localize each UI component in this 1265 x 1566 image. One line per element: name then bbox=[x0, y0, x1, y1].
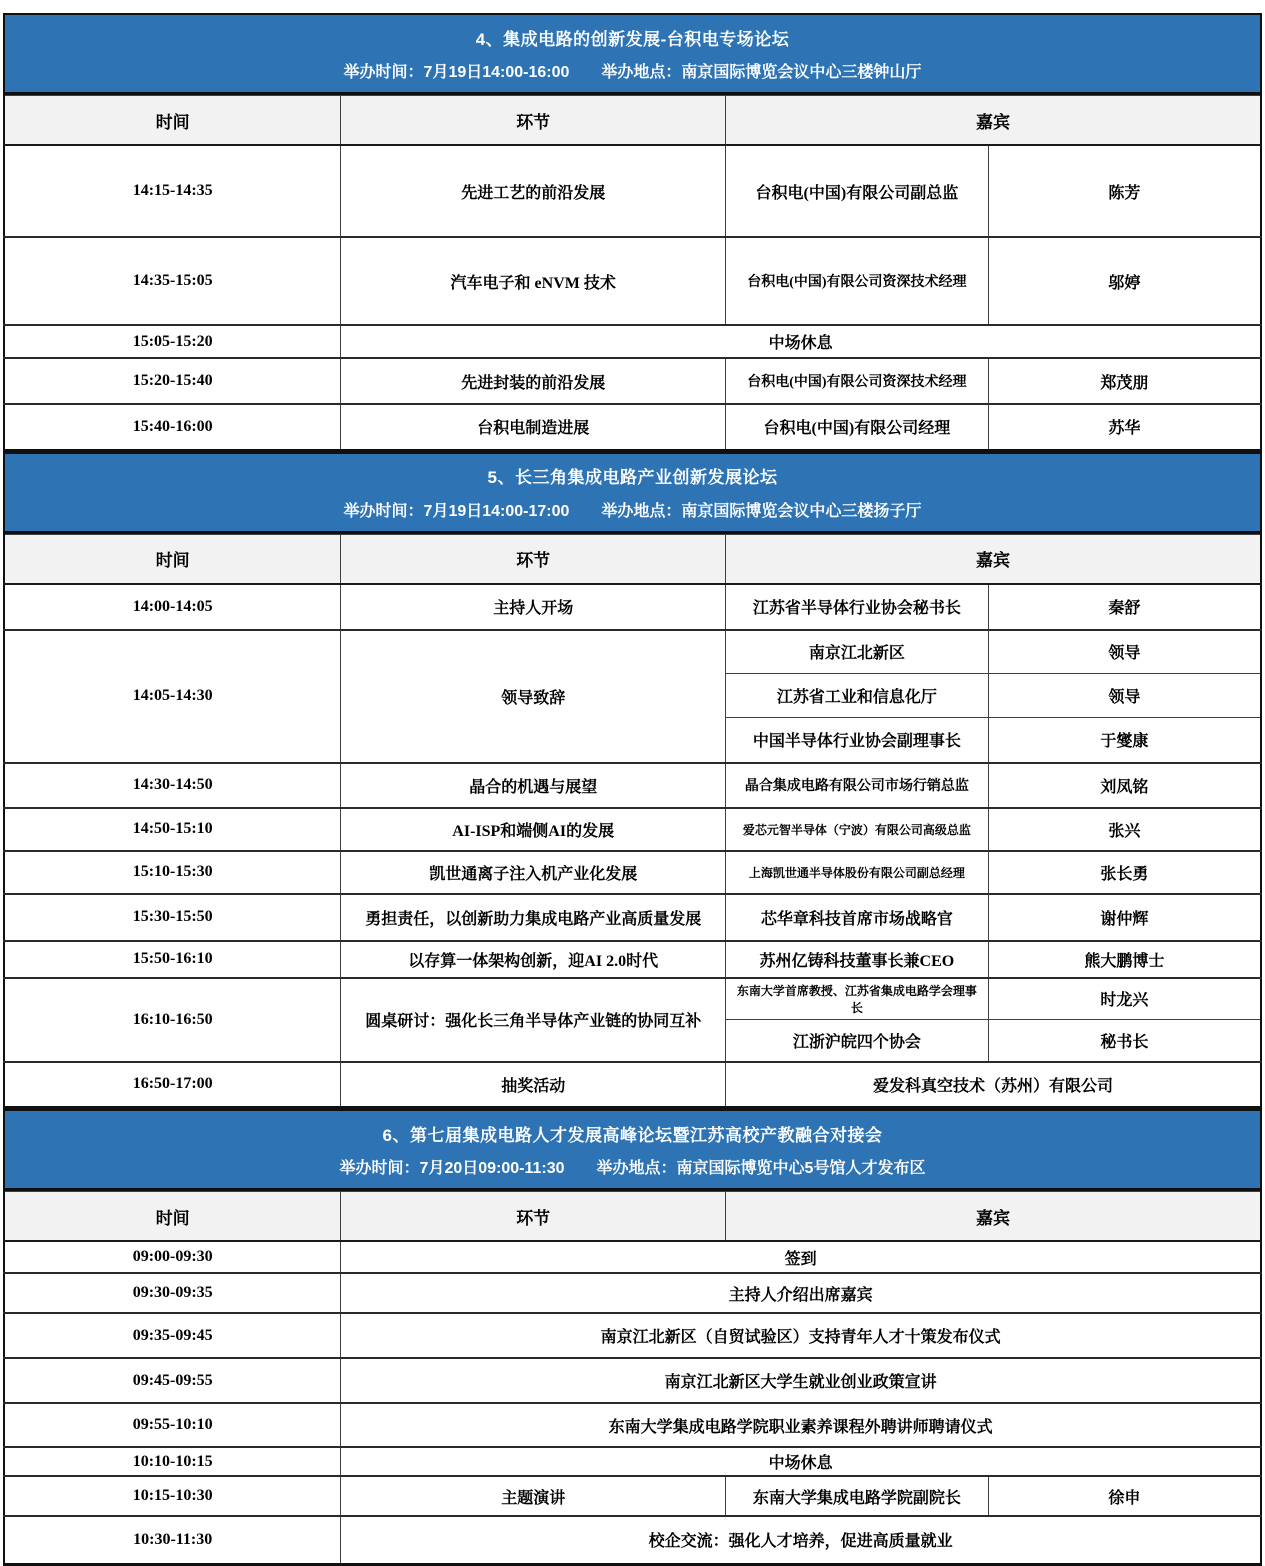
guest-org-cell: 台积电(中国)有限公司经理 bbox=[726, 404, 989, 450]
header-cell-time: 时间 bbox=[4, 534, 341, 584]
forum-title: 4、集成电路的创新发展-台积电专场论坛 bbox=[475, 29, 790, 49]
table-row bbox=[4, 1241, 1261, 1273]
guest-org-cell: 江苏省半导体行业协会秘书长 bbox=[726, 584, 989, 630]
merged-cell: 校企交流：强化人才培养，促进高质量就业 bbox=[341, 1516, 1261, 1564]
forum-time: 举办时间：7月20日09:00-11:30 bbox=[339, 1160, 565, 1178]
table-row bbox=[4, 894, 1261, 941]
merged-cell: 南京江北新区大学生就业创业政策宣讲 bbox=[341, 1358, 1261, 1403]
schedule-table bbox=[3, 534, 1262, 1110]
forum-time: 举办时间：7月19日14:00-16:00 bbox=[343, 64, 570, 82]
table-row bbox=[4, 325, 1261, 358]
session-cell: 领导致辞 bbox=[341, 630, 726, 763]
guest-org-cell: 东南大学首席教授、江苏省集成电路学会理事长 bbox=[726, 978, 989, 1020]
session-cell: 主题演讲 bbox=[341, 1476, 726, 1516]
merged-cell: 东南大学集成电路学院职业素养课程外聘讲师聘请仪式 bbox=[341, 1403, 1261, 1447]
table-row bbox=[4, 1358, 1261, 1403]
merged-cell: 签到 bbox=[341, 1241, 1261, 1273]
guest-org-cell: 江浙沪皖四个协会 bbox=[726, 1020, 989, 1062]
time-cell: 09:35-09:45 bbox=[4, 1313, 341, 1358]
table-row bbox=[4, 145, 1261, 237]
time-cell: 09:45-09:55 bbox=[4, 1358, 341, 1403]
header-cell-session: 环节 bbox=[341, 96, 726, 146]
session-cell: 先进工艺的前沿发展 bbox=[341, 145, 726, 237]
time-cell: 10:15-10:30 bbox=[4, 1476, 341, 1516]
time-cell: 14:05-14:30 bbox=[4, 630, 341, 763]
forum-meta bbox=[344, 59, 922, 82]
time-cell: 16:50-17:00 bbox=[4, 1062, 341, 1108]
time-cell: 15:10-15:30 bbox=[4, 851, 341, 894]
table-row bbox=[4, 763, 1261, 808]
table-row bbox=[4, 808, 1261, 851]
guest-name-cell: 领导 bbox=[988, 674, 1261, 718]
header-cell-guest: 嘉宾 bbox=[726, 1192, 1261, 1242]
time-cell: 14:30-14:50 bbox=[4, 763, 341, 808]
guest-name-cell: 郑茂朋 bbox=[988, 358, 1261, 404]
table-row bbox=[4, 584, 1261, 630]
forum-banner bbox=[3, 452, 1262, 534]
session-cell: 勇担责任，以创新助力集成电路产业高质量发展 bbox=[341, 894, 726, 941]
forum-section-4 bbox=[3, 13, 1262, 452]
guest-org-cell: 芯华章科技首席市场战略官 bbox=[726, 894, 989, 941]
guest-name-cell: 于燮康 bbox=[988, 718, 1261, 763]
header-row bbox=[4, 96, 1261, 146]
guest-org-cell: 南京江北新区 bbox=[726, 630, 989, 674]
time-cell: 15:50-16:10 bbox=[4, 941, 341, 978]
session-cell: 先进封装的前沿发展 bbox=[341, 358, 726, 404]
guest-name-cell: 苏华 bbox=[988, 404, 1261, 450]
time-cell: 09:55-10:10 bbox=[4, 1403, 341, 1447]
time-cell: 15:20-15:40 bbox=[4, 358, 341, 404]
forum-meta bbox=[344, 498, 922, 521]
guest-name-cell: 张长勇 bbox=[988, 851, 1261, 894]
time-cell: 14:00-14:05 bbox=[4, 584, 341, 630]
table-row bbox=[4, 941, 1261, 978]
time-cell: 09:00-09:30 bbox=[4, 1241, 341, 1273]
table-row bbox=[4, 1273, 1261, 1313]
session-cell: 抽奖活动 bbox=[341, 1062, 726, 1108]
table-row bbox=[4, 404, 1261, 450]
time-cell: 14:15-14:35 bbox=[4, 145, 341, 237]
guest-name-cell: 刘凤铭 bbox=[988, 763, 1261, 808]
time-cell: 14:35-15:05 bbox=[4, 237, 341, 325]
time-cell: 14:50-15:10 bbox=[4, 808, 341, 851]
table-row bbox=[4, 1403, 1261, 1447]
guest-name-cell: 邬婷 bbox=[988, 237, 1261, 325]
table-row bbox=[4, 358, 1261, 404]
time-cell: 10:10-10:15 bbox=[4, 1447, 341, 1476]
table-row bbox=[4, 1062, 1261, 1108]
guest-org-cell: 晶合集成电路有限公司市场行销总监 bbox=[726, 763, 989, 808]
guest-name-cell: 张兴 bbox=[988, 808, 1261, 851]
merged-cell: 南京江北新区（自贸试验区）支持青年人才十策发布仪式 bbox=[341, 1313, 1261, 1358]
merged-cell: 中场休息 bbox=[341, 1447, 1261, 1476]
guest-name-cell: 徐申 bbox=[988, 1476, 1261, 1516]
time-cell: 09:30-09:35 bbox=[4, 1273, 341, 1313]
guest-name-cell: 时龙兴 bbox=[988, 978, 1261, 1020]
guest-name-cell: 熊大鹏博士 bbox=[988, 941, 1261, 978]
guest-name-cell: 秦舒 bbox=[988, 584, 1261, 630]
time-cell: 10:30-11:30 bbox=[4, 1516, 341, 1564]
schedule-table bbox=[3, 1191, 1262, 1566]
forum-place: 举办地点：南京国际博览会议中心三楼钟山厅 bbox=[601, 64, 922, 82]
guest-name-cell: 秘书长 bbox=[988, 1020, 1261, 1062]
header-row bbox=[4, 1192, 1261, 1242]
forum-meta bbox=[340, 1155, 926, 1178]
guest-org-cell: 台积电(中国)有限公司资深技术经理 bbox=[726, 237, 989, 325]
session-cell: 圆桌研讨：强化长三角半导体产业链的协同互补 bbox=[341, 978, 726, 1062]
session-cell: 晶合的机遇与展望 bbox=[341, 763, 726, 808]
table-row bbox=[4, 1516, 1261, 1564]
forum-banner bbox=[3, 13, 1262, 95]
guest-name-cell: 陈芳 bbox=[988, 145, 1261, 237]
table-row bbox=[4, 1447, 1261, 1476]
guest-org-cell: 台积电(中国)有限公司副总监 bbox=[726, 145, 989, 237]
session-cell: AI-ISP和端侧AI的发展 bbox=[341, 808, 726, 851]
header-row bbox=[4, 534, 1261, 584]
guest-org-cell: 爱芯元智半导体（宁波）有限公司高级总监 bbox=[726, 808, 989, 851]
time-cell: 15:05-15:20 bbox=[4, 325, 341, 358]
table-row bbox=[4, 1476, 1261, 1516]
table-row bbox=[4, 1313, 1261, 1358]
header-cell-session: 环节 bbox=[341, 1192, 726, 1242]
session-cell: 台积电制造进展 bbox=[341, 404, 726, 450]
table-row bbox=[4, 237, 1261, 325]
guest-org-cell: 中国半导体行业协会副理事长 bbox=[726, 718, 989, 763]
merged-cell: 主持人介绍出席嘉宾 bbox=[341, 1273, 1261, 1313]
header-cell-guest: 嘉宾 bbox=[726, 534, 1261, 584]
time-cell: 15:40-16:00 bbox=[4, 404, 341, 450]
merged-cell: 中场休息 bbox=[341, 325, 1261, 358]
time-cell: 16:10-16:50 bbox=[4, 978, 341, 1062]
table-row bbox=[4, 978, 1261, 1020]
session-cell: 主持人开场 bbox=[341, 584, 726, 630]
guest-name-cell: 领导 bbox=[988, 630, 1261, 674]
schedule-table bbox=[3, 95, 1262, 452]
forum-time: 举办时间：7月19日14:00-17:00 bbox=[343, 502, 570, 520]
session-cell: 凯世通离子注入机产业化发展 bbox=[341, 851, 726, 894]
session-cell: 汽车电子和 eNVM 技术 bbox=[341, 237, 726, 325]
forum-section-6 bbox=[3, 1109, 1262, 1566]
guest-name-cell: 谢仲辉 bbox=[988, 894, 1261, 941]
guest-org-cell: 东南大学集成电路学院副院长 bbox=[726, 1476, 989, 1516]
header-cell-time: 时间 bbox=[4, 1192, 341, 1242]
forum-place: 举办地点：南京国际博览中心5号馆人才发布区 bbox=[596, 1160, 926, 1178]
table-row bbox=[4, 630, 1261, 674]
forum-title: 6、第七届集成电路人才发展高峰论坛暨江苏高校产教融合对接会 bbox=[382, 1125, 883, 1145]
session-cell: 以存算一体架构创新，迎AI 2.0时代 bbox=[341, 941, 726, 978]
forum-place: 举办地点：南京国际博览会议中心三楼扬子厅 bbox=[601, 502, 922, 520]
header-cell-session: 环节 bbox=[341, 534, 726, 584]
forum-title: 5、长三角集成电路产业创新发展论坛 bbox=[487, 468, 778, 488]
time-cell: 15:30-15:50 bbox=[4, 894, 341, 941]
guest-org-cell: 江苏省工业和信息化厅 bbox=[726, 674, 989, 718]
guest-org-cell: 苏州亿铸科技董事长兼CEO bbox=[726, 941, 989, 978]
guest-org-cell: 上海凯世通半导体股份有限公司副总经理 bbox=[726, 851, 989, 894]
header-cell-guest: 嘉宾 bbox=[726, 96, 1261, 146]
merged-cell: 爱发科真空技术（苏州）有限公司 bbox=[726, 1062, 1261, 1108]
guest-org-cell: 台积电(中国)有限公司资深技术经理 bbox=[726, 358, 989, 404]
header-cell-time: 时间 bbox=[4, 96, 341, 146]
forum-banner bbox=[3, 1109, 1262, 1191]
forum-section-5 bbox=[3, 452, 1262, 1110]
table-row bbox=[4, 851, 1261, 894]
